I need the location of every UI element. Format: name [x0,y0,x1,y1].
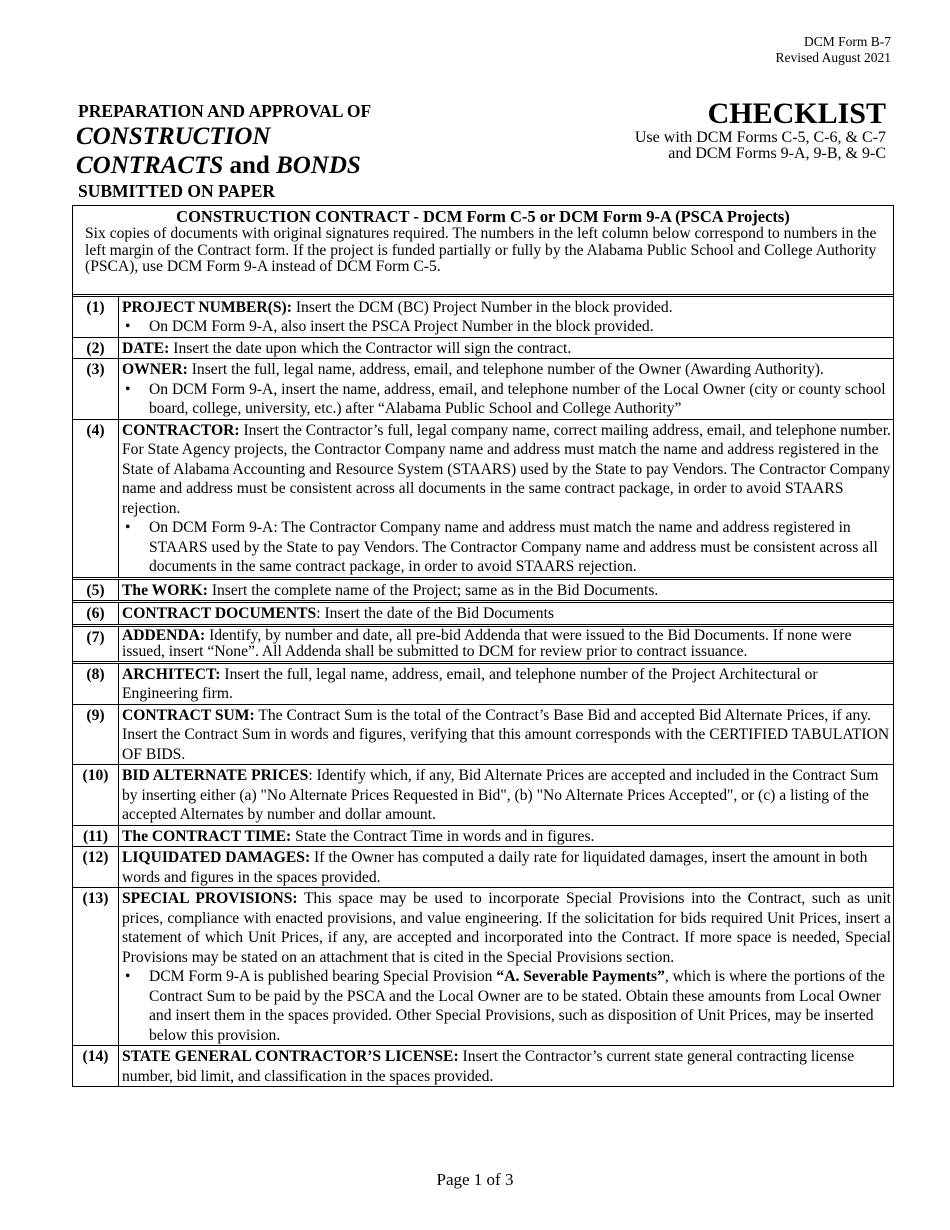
item-text [119,419,894,578]
bullet-emphasis: “A. Severable Payments” [496,968,665,985]
item-number: (13) [73,888,119,1046]
item-number: (12) [73,847,119,888]
title-line-4: SUBMITTED ON PAPER [78,181,276,201]
table-row [73,295,893,337]
table-row [73,625,893,662]
revision-date: Revised August 2021 [775,50,891,65]
item-paragraph [122,889,891,967]
item-bullets [122,967,891,1045]
table-row [73,359,893,420]
item-label: LIQUIDATED DAMAGES: [122,849,311,866]
item-text [119,825,894,847]
item-label: STATE GENERAL CONTRACTOR’S LICENSE: [122,1048,459,1065]
item-number: (6) [73,602,119,626]
item-description: The Contract Sum is the total of the Contract’s Base Bid and accepted Bid Alternate Prices, if any. Insert the Contract Sum in words and figures, verifying that this amount corresponds with the CERTIFIED TABULATION OF BIDS. [122,706,890,763]
item-description: Identify, by number and date, all pre-bid Addenda that were issued to the Bid Documents. If none were issued, insert “None”. All Addenda shall be submitted to DCM for review prior to contract issuance. [122,626,852,660]
item-description: This space may be used to incorporate Special Provisions into the Contract, such as unit prices, compliance with enacted provisions, and value engineering. If the solicitation for bids required Unit Prices, insert a statement of which Unit Prices, if any, are accepted and incorporated into the Contract. If more space is needed, Special Provisions may be stated on an attachment that is cited in the Special Provisions section. [122,890,891,966]
table-row [73,704,893,765]
item-text [119,295,894,337]
item-number: (14) [73,1046,119,1087]
item-number: (3) [73,359,119,420]
section-heading: CONSTRUCTION CONTRACT - DCM Form C-5 or DCM Form 9-A (PSCA Projects) [176,207,790,226]
table-row [73,419,893,578]
item-text [119,704,894,765]
form-number: DCM Form B-7 [803,34,891,49]
title-line-3 [76,151,371,180]
item-text [119,602,894,626]
item-text [119,765,894,826]
title-line-2: CONSTRUCTION [76,123,271,150]
item-label: The CONTRACT TIME: [122,827,292,845]
checklist-box [72,205,894,1087]
bullet-item: • On DCM Form 9-A: The Contractor Company name and address must match the name and address registered in STAARS used by the State to pay Vendors. The Contractor Company name and address must be consistent across all documents in the same contract package, in order to avoid STAARS rejection. [122,518,891,577]
item-text [119,1046,894,1087]
item-description: If the Owner has computed a daily rate for liquidated damages, insert the amount in both words and figures in the spaces provided. [122,849,868,886]
bullet-item: • On DCM Form 9-A, also insert the PSCA Project Number in the block provided. [122,317,891,337]
table-row [73,765,893,826]
item-description: Insert the full, legal name, address, email, and telephone number of the Owner (Awarding Authority). [187,361,824,378]
item-text [119,337,894,359]
item-description: : Identify which, if any, Bid Alternate Prices are accepted and included in the Contract Sum by inserting either (a) "No Alternate Prices Requested in Bid", (b) "No Alternate Prices Accepted", or (c) a listing of the accepted Alternates by number and dollar amount. [122,767,879,823]
item-number: (11) [73,825,119,847]
item-description: Insert the date upon which the Contractor will sign the contract. [169,339,572,357]
bullet-text-post: , which is where the portions of the Contract Sum to be paid by the PSCA and the Local Owner are to be stated. Obtain these amounts from Local Owner and insert them in the spaces provided. Other Special Provisions, such as disposition of Unit Prices, may be inserted below this provision. [149,968,885,1044]
table-row [73,888,893,1046]
item-label: PROJECT NUMBER(S): [122,298,292,316]
item-number: (2) [73,337,119,359]
form-identifier [775,34,891,66]
item-label: BID ALTERNATE PRICES [122,767,309,784]
title-contracts: CONTRACTS [76,152,224,179]
checklist-table [73,294,893,1087]
item-number: (8) [73,662,119,704]
table-row [73,578,893,602]
item-description: : Insert the date of the Bid Documents [316,605,554,622]
item-text [119,359,894,420]
title-and: and [229,152,270,179]
item-bullets [122,518,891,577]
title-line-1: PREPARATION AND APPROVAL OF [78,101,372,121]
item-label: The WORK: [122,581,208,599]
item-bullets [122,317,891,337]
item-description: State the Contract Time in words and in figures. [291,827,595,845]
item-text [119,888,894,1046]
item-description: Insert the Contractor’s full, legal company name, correct mailing address, email, and telephone number. For State Agency projects, the Contractor Company name and address must match the name and address registered in the State of Alabama Accounting and Resource System (STAARS) used by the State to pay Vendors. The Contractor Company name and address must be consistent across all documents in the same contract package, in order to avoid STAARS rejection. [122,421,891,517]
item-description: Insert the Contractor’s current state general contracting license number, bid limit, and classification in the spaces provided. [122,1048,855,1085]
item-number: (4) [73,419,119,578]
item-label: ADDENDA: [122,626,206,644]
bullet-item: • On DCM Form 9-A, insert the name, address, email, and telephone number of the Local Owner (city or county school board, college, university, etc.) after “Alabama Public School and College Authority” [122,380,891,419]
table-row [73,825,893,847]
item-text [119,847,894,888]
item-label: CONTRACT DOCUMENTS [122,605,317,622]
table-row [73,662,893,704]
table-row [73,1046,893,1087]
item-label: SPECIAL PROVISIONS: [122,890,298,907]
section-intro: Six copies of documents with original signatures required. The numbers in the left column below correspond to numbers in the left margin of the Contract form. If the project is funded partially or fully by the Alabama Public School and College Authority (PSCA), use DCM Form 9-A instead of DCM Form C-5. [85,225,877,275]
item-text [119,625,894,662]
item-label: CONTRACT SUM: [122,706,255,724]
item-number: (1) [73,295,119,337]
item-description: Insert the complete name of the Project; same as in the Bid Documents. [207,581,659,599]
item-description: Insert the DCM (BC) Project Number in the block provided. [291,298,673,316]
document-title [76,100,371,202]
title-bonds: BONDS [276,152,361,179]
checklist-heading [635,98,886,162]
item-label: OWNER: [122,361,188,378]
table-row [73,337,893,359]
checklist-title: CHECKLIST [707,97,886,130]
item-label: ARCHITECT: [122,665,221,683]
table-row [73,847,893,888]
item-text [119,662,894,704]
page-number: Page 1 of 3 [436,1170,514,1189]
item-text [119,578,894,602]
item-label: DATE: [122,339,170,357]
item-number: (5) [73,578,119,602]
item-number: (7) [73,625,119,662]
bullet-item [122,967,891,1045]
use-with-line-1: Use with DCM Forms C-5, C-6, & C-7 [634,129,886,146]
use-with-line-2: and DCM Forms 9-A, 9-B, & 9-C [668,145,886,162]
item-number: (9) [73,704,119,765]
item-description: Insert the full, legal name, address, email, and telephone number of the Project Architectural or Engineering firm. [122,665,818,702]
table-row [73,602,893,626]
item-bullets [122,380,891,419]
item-number: (10) [73,765,119,826]
item-label: CONTRACTOR: [122,421,240,439]
bullet-text-pre: DCM Form 9-A is published bearing Special Provision [149,968,497,985]
